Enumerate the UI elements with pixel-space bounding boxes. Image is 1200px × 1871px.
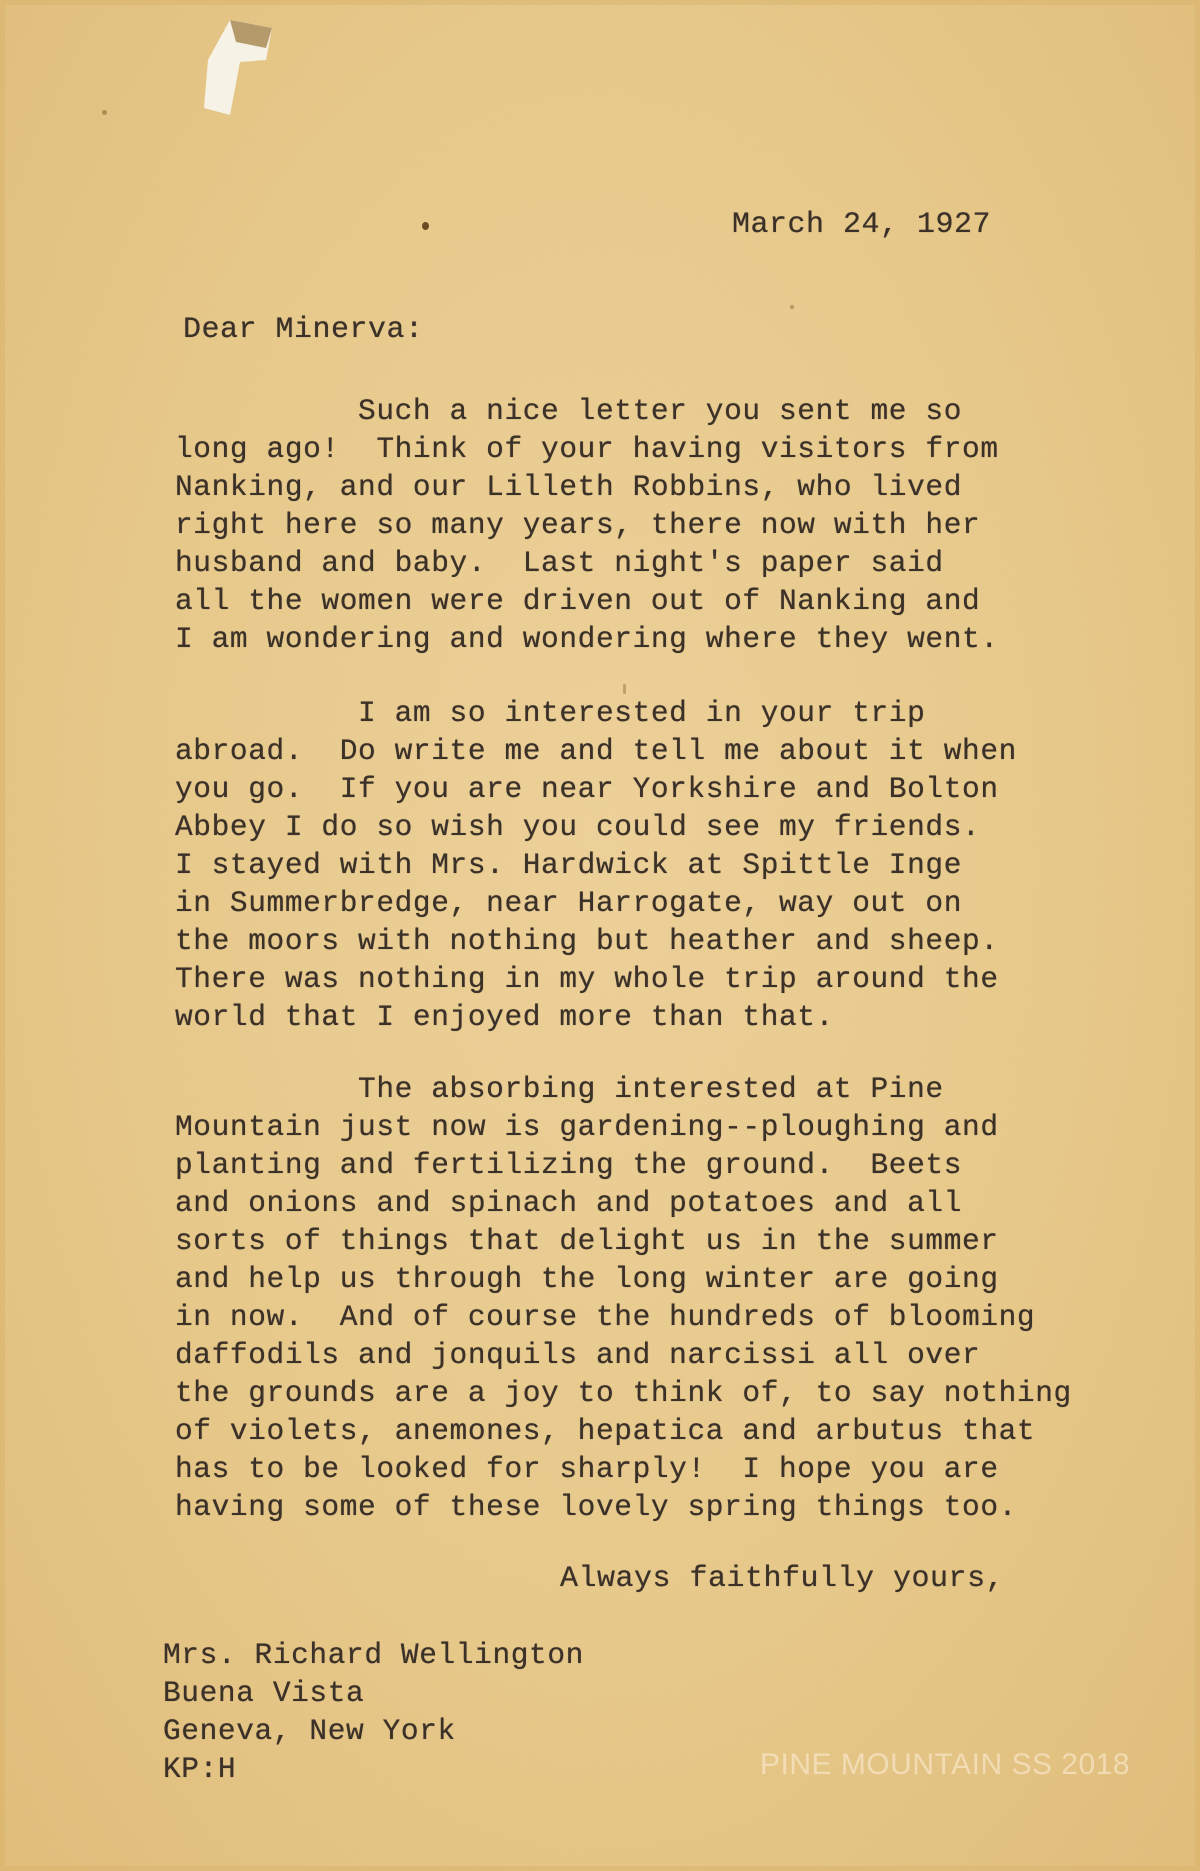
ink-spot bbox=[422, 222, 429, 230]
paragraph-line: There was nothing in my whole trip around the bbox=[175, 962, 999, 996]
letter-date: March 24, 1927 bbox=[732, 208, 992, 242]
paragraph-line: I am so interested in your trip bbox=[175, 696, 926, 730]
paragraph-line: right here so many years, there now with her bbox=[175, 508, 981, 542]
paragraph-line: Nanking, and our Lilleth Robbins, who lived bbox=[175, 470, 963, 504]
paragraph-line: daffodils and jonquils and narcissi all over bbox=[175, 1338, 981, 1372]
paragraph-line: has to be looked for sharply! I hope you are bbox=[175, 1452, 999, 1486]
salutation: Dear Minerva: bbox=[183, 313, 424, 347]
paragraph-line: having some of these lovely spring things too. bbox=[175, 1490, 1017, 1524]
torn-paper-fragment bbox=[200, 20, 275, 115]
paragraph-line: and onions and spinach and potatoes and all bbox=[175, 1186, 963, 1220]
paragraph-line: in now. And of course the hundreds of blooming bbox=[175, 1300, 1036, 1334]
paper-speck bbox=[102, 110, 107, 115]
reference-initials: KP:H bbox=[163, 1752, 237, 1786]
paper-speck bbox=[790, 305, 794, 309]
body-paragraph-3 bbox=[175, 1070, 1072, 1526]
paragraph-line: of violets, anemones, hepatica and arbutus that bbox=[175, 1414, 1036, 1448]
paragraph-line: abroad. Do write me and tell me about it when bbox=[175, 734, 1017, 768]
paragraph-line: sorts of things that delight us in the summer bbox=[175, 1224, 999, 1258]
paragraph-line: the grounds are a joy to think of, to say nothing bbox=[175, 1376, 1072, 1410]
paragraph-line: I stayed with Mrs. Hardwick at Spittle Inge bbox=[175, 848, 963, 882]
paragraph-line: Abbey I do so wish you could see my friends. bbox=[175, 810, 981, 844]
recipient-address bbox=[163, 1636, 584, 1788]
paragraph-line: long ago! Think of your having visitors from bbox=[175, 432, 999, 466]
paragraph-line: you go. If you are near Yorkshire and Bolton bbox=[175, 772, 999, 806]
paragraph-line: world that I enjoyed more than that. bbox=[175, 1000, 834, 1034]
paragraph-line: the moors with nothing but heather and sheep. bbox=[175, 924, 999, 958]
address-line: Buena Vista bbox=[163, 1676, 365, 1710]
closing: Always faithfully yours, bbox=[560, 1562, 1005, 1596]
body-paragraph-1 bbox=[175, 392, 999, 658]
paragraph-line: and help us through the long winter are going bbox=[175, 1262, 999, 1296]
paper-speck bbox=[623, 684, 626, 694]
paragraph-line: Such a nice letter you sent me so bbox=[175, 394, 963, 428]
paragraph-line: I am wondering and wondering where they went. bbox=[175, 622, 999, 656]
archive-watermark: PINE MOUNTAIN SS 2018 bbox=[760, 1748, 1131, 1781]
address-line: Mrs. Richard Wellington bbox=[163, 1638, 584, 1672]
address-line: Geneva, New York bbox=[163, 1714, 456, 1748]
paragraph-line: Mountain just now is gardening--ploughing and bbox=[175, 1110, 999, 1144]
paragraph-line: husband and baby. Last night's paper said bbox=[175, 546, 944, 580]
paragraph-line: planting and fertilizing the ground. Beets bbox=[175, 1148, 963, 1182]
paragraph-line: The absorbing interested at Pine bbox=[175, 1072, 944, 1106]
paragraph-line: in Summerbredge, near Harrogate, way out on bbox=[175, 886, 963, 920]
paragraph-line: all the women were driven out of Nanking and bbox=[175, 584, 981, 618]
body-paragraph-2 bbox=[175, 694, 1017, 1036]
